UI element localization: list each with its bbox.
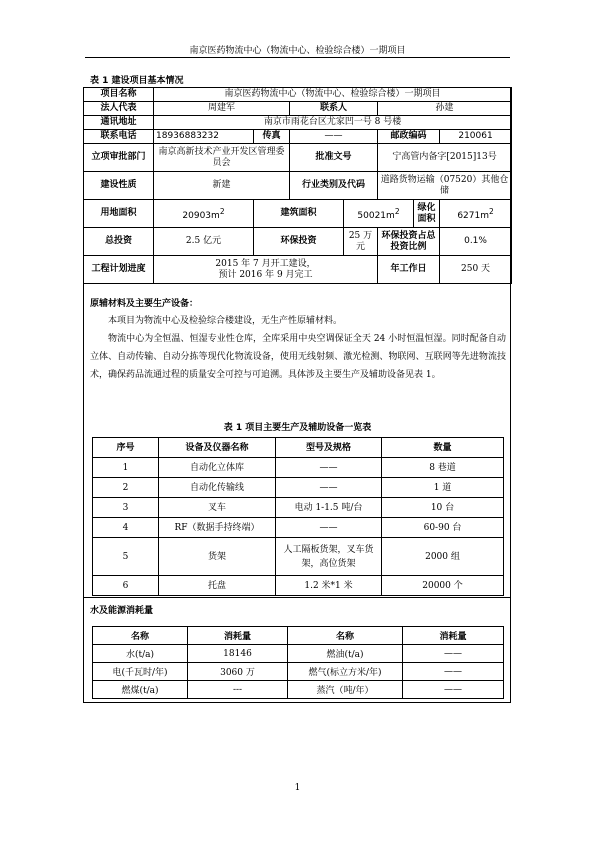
- project-name: 南京医药物流中心（物流中心、检验综合楼）一期项目: [154, 88, 512, 102]
- approval-no: 宁高管内备字[2015]13号: [378, 144, 512, 172]
- page-header: 南京医药物流中心（物流中心、检验综合楼）一期项目: [189, 46, 406, 56]
- table-cell: 20000 个: [382, 576, 504, 596]
- table-row: [93, 663, 504, 681]
- col-header: 序号: [93, 438, 159, 458]
- page-number: 1: [294, 783, 301, 793]
- legal-rep: 周建军: [154, 102, 290, 116]
- workdays-label: 年工作日: [378, 256, 440, 284]
- header-rule: [85, 57, 510, 58]
- total-inv-label: 总投资: [84, 228, 154, 256]
- table-row: [93, 478, 504, 498]
- equipment-table-title: 表 1 项目主要生产及辅助设备一览表: [223, 423, 372, 433]
- contact: 孙建: [378, 102, 512, 116]
- section-divider: [83, 597, 511, 598]
- table-cell: 3: [93, 498, 159, 518]
- table-title: 表 1 建设项目基本情况: [90, 76, 184, 86]
- fax-label: 传真: [254, 130, 290, 144]
- industry: 道路货物运输（07520）其他仓储: [378, 172, 512, 200]
- table-cell: 燃油(t/a): [288, 645, 403, 663]
- table-cell: 托盘: [159, 576, 276, 596]
- table-cell: 2000 组: [382, 538, 504, 576]
- table-cell: 燃煤(t/a): [93, 681, 188, 699]
- materials-heading: 原辅材料及主要生产设备：: [90, 299, 199, 309]
- phone-label: 联系电话: [84, 130, 154, 144]
- table-cell: ——: [276, 458, 382, 478]
- table-cell: 叉车: [159, 498, 276, 518]
- table-cell: 5: [93, 538, 159, 576]
- env-inv-label: 环保投资: [254, 228, 344, 256]
- contact-label: 联系人: [290, 102, 378, 116]
- industry-label: 行业类别及代码: [290, 172, 378, 200]
- address: 南京市雨花台区尤家凹一号 8 号楼: [154, 116, 512, 130]
- basic-info-table: [83, 87, 512, 284]
- nature-label: 建设性质: [84, 172, 154, 200]
- table-cell: ——: [403, 663, 504, 681]
- col-header: 消耗量: [188, 627, 288, 645]
- total-inv: 2.5 亿元: [154, 228, 254, 256]
- unit-superscript: 2: [394, 206, 400, 216]
- postcode-label: 邮政编码: [378, 130, 440, 144]
- env-ratio-label: 环保投资占总投资比例: [378, 228, 440, 256]
- fax: ——: [290, 130, 378, 144]
- table-row: [93, 681, 504, 699]
- build-area-label: 建筑面积: [254, 200, 344, 228]
- approval-dept: 南京高新技术产业开发区管理委员会: [154, 144, 290, 172]
- table-cell: 水(t/a): [93, 645, 188, 663]
- land-area: $20903m^2$: [154, 200, 254, 228]
- paragraph-logistics: 物流中心为全恒温、恒湿专业性仓库，全库采用中央空调保证全天 24 小时恒温恒湿。同时配备自动立体、自动传输、自动分拣等现代化物流设备，使用无线射频、激光检测、物联网、互联网等先进物流技术，确保药品流通过程的质量安全可控与可追溯。具体涉及主要生产及辅助设备见表 1。: [90, 334, 506, 380]
- table-cell: 蒸汽（吨/年）: [288, 681, 403, 699]
- table-cell: 燃气(标立方米/年): [288, 663, 403, 681]
- table-cell: 6: [93, 576, 159, 596]
- table-cell: 2: [93, 478, 159, 498]
- energy-heading: 水及能源消耗量: [90, 606, 154, 616]
- build-area: $50021m^2$: [344, 200, 414, 228]
- table-row: [93, 576, 504, 596]
- env-ratio: 0.1%: [440, 228, 512, 256]
- land-area-label: 用地面积: [84, 200, 154, 228]
- env-inv: 25 万元: [344, 228, 378, 256]
- col-header: 名称: [93, 627, 188, 645]
- col-header: 名称: [288, 627, 403, 645]
- table-cell: 人工隔板货架，叉车货架，高位货架: [276, 538, 382, 576]
- table-cell: ——: [403, 645, 504, 663]
- table-cell: 18146: [188, 645, 288, 663]
- table-row: [93, 458, 504, 478]
- table-cell: 自动化传输线: [159, 478, 276, 498]
- table-cell: ——: [403, 681, 504, 699]
- unit-superscript: 2: [488, 206, 494, 216]
- col-header: 设备及仪器名称: [159, 438, 276, 458]
- green-area: $6271m^2$: [440, 200, 512, 228]
- table-cell: ---: [188, 681, 288, 699]
- address-label: 通讯地址: [84, 116, 154, 130]
- table-cell: 电动 1-1.5 吨/台: [276, 498, 382, 518]
- col-header: 消耗量: [403, 627, 504, 645]
- table-row: [93, 498, 504, 518]
- paragraph-materials: 本项目为物流中心及检验综合楼建设，无生产性原辅材料。: [108, 316, 343, 326]
- energy-table: [92, 626, 504, 699]
- schedule: 2015 年 7 月开工建设， 预计 2016 年 9 月完工: [154, 256, 378, 284]
- workdays: 250 天: [440, 256, 512, 284]
- green-area-label: 绿化面积: [414, 200, 440, 228]
- col-header: 型号及规格: [276, 438, 382, 458]
- unit-superscript: 2: [219, 206, 225, 216]
- equipment-table: [92, 437, 504, 596]
- table-cell: 1: [93, 458, 159, 478]
- schedule-label: 工程计划进度: [84, 256, 154, 284]
- postcode: 210061: [440, 130, 512, 144]
- table-cell: 10 台: [382, 498, 504, 518]
- table-row: [93, 538, 504, 576]
- approval-dept-label: 立项审批部门: [84, 144, 154, 172]
- table-row: [93, 645, 504, 663]
- table-cell: ——: [276, 478, 382, 498]
- table-cell: RF（数据手持终端）: [159, 518, 276, 538]
- table-cell: 60-90 台: [382, 518, 504, 538]
- col-header: 数量: [382, 438, 504, 458]
- table-cell: 货架: [159, 538, 276, 576]
- table-cell: 8 巷道: [382, 458, 504, 478]
- table-cell: 自动化立体库: [159, 458, 276, 478]
- table-cell: 4: [93, 518, 159, 538]
- approval-no-label: 批准文号: [290, 144, 378, 172]
- table-cell: 3060 万: [188, 663, 288, 681]
- nature: 新建: [154, 172, 290, 200]
- table-cell: ——: [276, 518, 382, 538]
- table-cell: 电(千瓦时/年): [93, 663, 188, 681]
- legal-rep-label: 法人代表: [84, 102, 154, 116]
- table-cell: 1 道: [382, 478, 504, 498]
- phone: 18936883232: [154, 130, 254, 144]
- table-row: [93, 518, 504, 538]
- project-name-label: 项目名称: [84, 88, 154, 102]
- table-cell: 1.2 米*1 米: [276, 576, 382, 596]
